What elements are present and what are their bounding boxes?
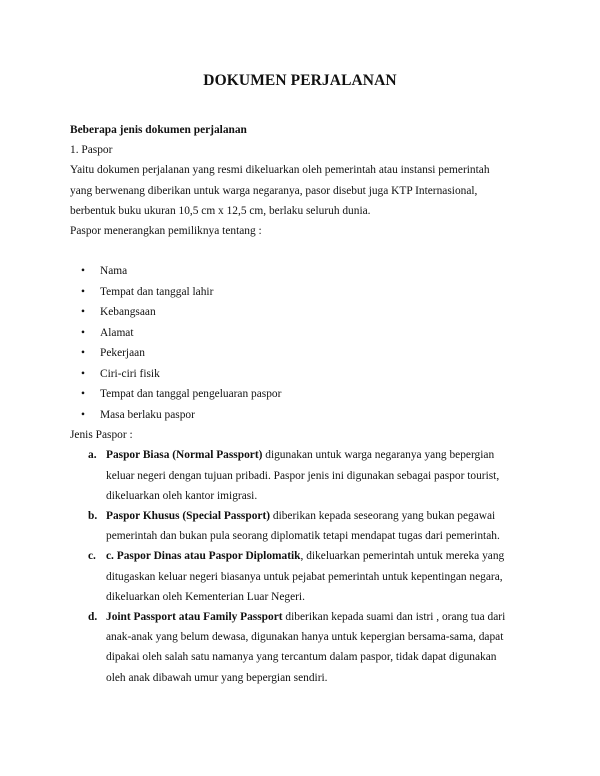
attribute-list xyxy=(70,261,540,425)
bullet-icon: • xyxy=(81,265,85,278)
list-item-label: Masa berlaku paspor xyxy=(100,408,195,421)
list-item xyxy=(70,261,540,282)
item-line xyxy=(106,607,540,627)
bullet-icon: • xyxy=(81,408,85,421)
document-body xyxy=(70,120,540,688)
list-item xyxy=(70,282,540,303)
item-line xyxy=(106,546,540,566)
list-item-label: Ciri-ciri fisik xyxy=(100,367,160,380)
bullet-icon: • xyxy=(81,285,85,298)
intro-line: yang berwenang diberikan untuk warga negaranya, pasor disebut juga KTP Internasional, xyxy=(70,184,478,197)
item-line xyxy=(106,445,540,465)
passport-type-item xyxy=(70,506,540,546)
item-line: pemerintah dan bukan pula seorang diplomatik tetapi mendapat tugas dari pemerintah. xyxy=(106,530,500,543)
list-item xyxy=(70,405,540,426)
item-line: dikeluarkan oleh kantor imigrasi. xyxy=(106,489,258,502)
list-item-label: Tempat dan tanggal lahir xyxy=(100,285,214,298)
bullet-icon: • xyxy=(81,347,85,360)
passport-type-item xyxy=(70,607,540,688)
passport-type-name: c. Paspor Dinas atau Paspor Diplomatik xyxy=(106,550,301,563)
item-line: keluar negeri dengan tujuan pribadi. Paspor jenis ini digunakan sebagai paspor tourist, xyxy=(106,469,500,482)
bullet-icon: • xyxy=(81,388,85,401)
item-line: anak-anak yang belum dewasa, digunakan hanya untuk kepergian bersama-sama, dapat xyxy=(106,631,504,644)
item-line: oleh anak dibawah umur yang bepergian sendiri. xyxy=(106,671,328,684)
intro-line: Yaitu dokumen perjalanan yang resmi dikeluarkan oleh pemerintah atau instansi pemerintah xyxy=(70,164,490,177)
item-marker: c. xyxy=(88,550,96,563)
subheading: Beberapa jenis dokumen perjalanan xyxy=(70,124,247,136)
bullet-icon: • xyxy=(81,326,85,339)
passport-types-list xyxy=(70,445,540,687)
intro-line: berbentuk buku ukuran 10,5 cm x 12,5 cm, berlaku seluruh dunia. xyxy=(70,204,371,217)
list-item-label: Pekerjaan xyxy=(100,347,145,360)
passport-type-item xyxy=(70,546,540,607)
item-line xyxy=(106,506,540,526)
item-text: diberikan kepada seseorang yang bukan pegawai xyxy=(270,510,496,523)
item-line: ditugaskan keluar negeri biasanya untuk pejabat pemerintah untuk kepentingan negara, xyxy=(106,570,503,583)
list-item-label: Alamat xyxy=(100,326,134,339)
list-item xyxy=(70,302,540,323)
item-marker: b. xyxy=(88,510,98,523)
describes-line: Paspor menerangkan pemiliknya tentang : xyxy=(70,225,262,238)
item-text: , dikeluarkan pemerintah untuk mereka yang xyxy=(300,550,505,563)
list-item-label: Nama xyxy=(100,265,128,278)
item-text: digunakan untuk warga negaranya yang bepergian xyxy=(262,449,495,462)
section-heading: 1. Paspor xyxy=(70,144,113,157)
list-item xyxy=(70,364,540,385)
passport-type-name: Paspor Khusus (Special Passport) xyxy=(106,510,271,523)
item-line: dipakai oleh salah satu namanya yang tercantum dalam paspor, tidak dapat digunakan xyxy=(106,651,497,664)
passport-type-name: Paspor Biasa (Normal Passport) xyxy=(106,449,263,462)
bullet-icon: • xyxy=(81,306,85,319)
list-item-label: Tempat dan tanggal pengeluaran paspor xyxy=(100,388,282,401)
item-marker: a. xyxy=(88,449,97,462)
passport-type-item xyxy=(70,445,540,506)
list-item-label: Kebangsaan xyxy=(100,306,156,319)
list-item xyxy=(70,384,540,405)
list-item xyxy=(70,323,540,344)
passport-type-name: Joint Passport atau Family Passport xyxy=(106,611,283,624)
list-item xyxy=(70,343,540,364)
document-title: DOKUMEN PERJALANAN xyxy=(203,72,397,89)
bullet-icon: • xyxy=(81,367,85,380)
types-heading: Jenis Paspor : xyxy=(70,429,133,442)
item-line: dikeluarkan oleh Kementerian Luar Negeri. xyxy=(106,590,305,603)
spacer xyxy=(70,241,540,261)
item-marker: d. xyxy=(88,611,98,624)
item-text: diberikan kepada suami dan istri , orang tua dari xyxy=(282,611,506,624)
